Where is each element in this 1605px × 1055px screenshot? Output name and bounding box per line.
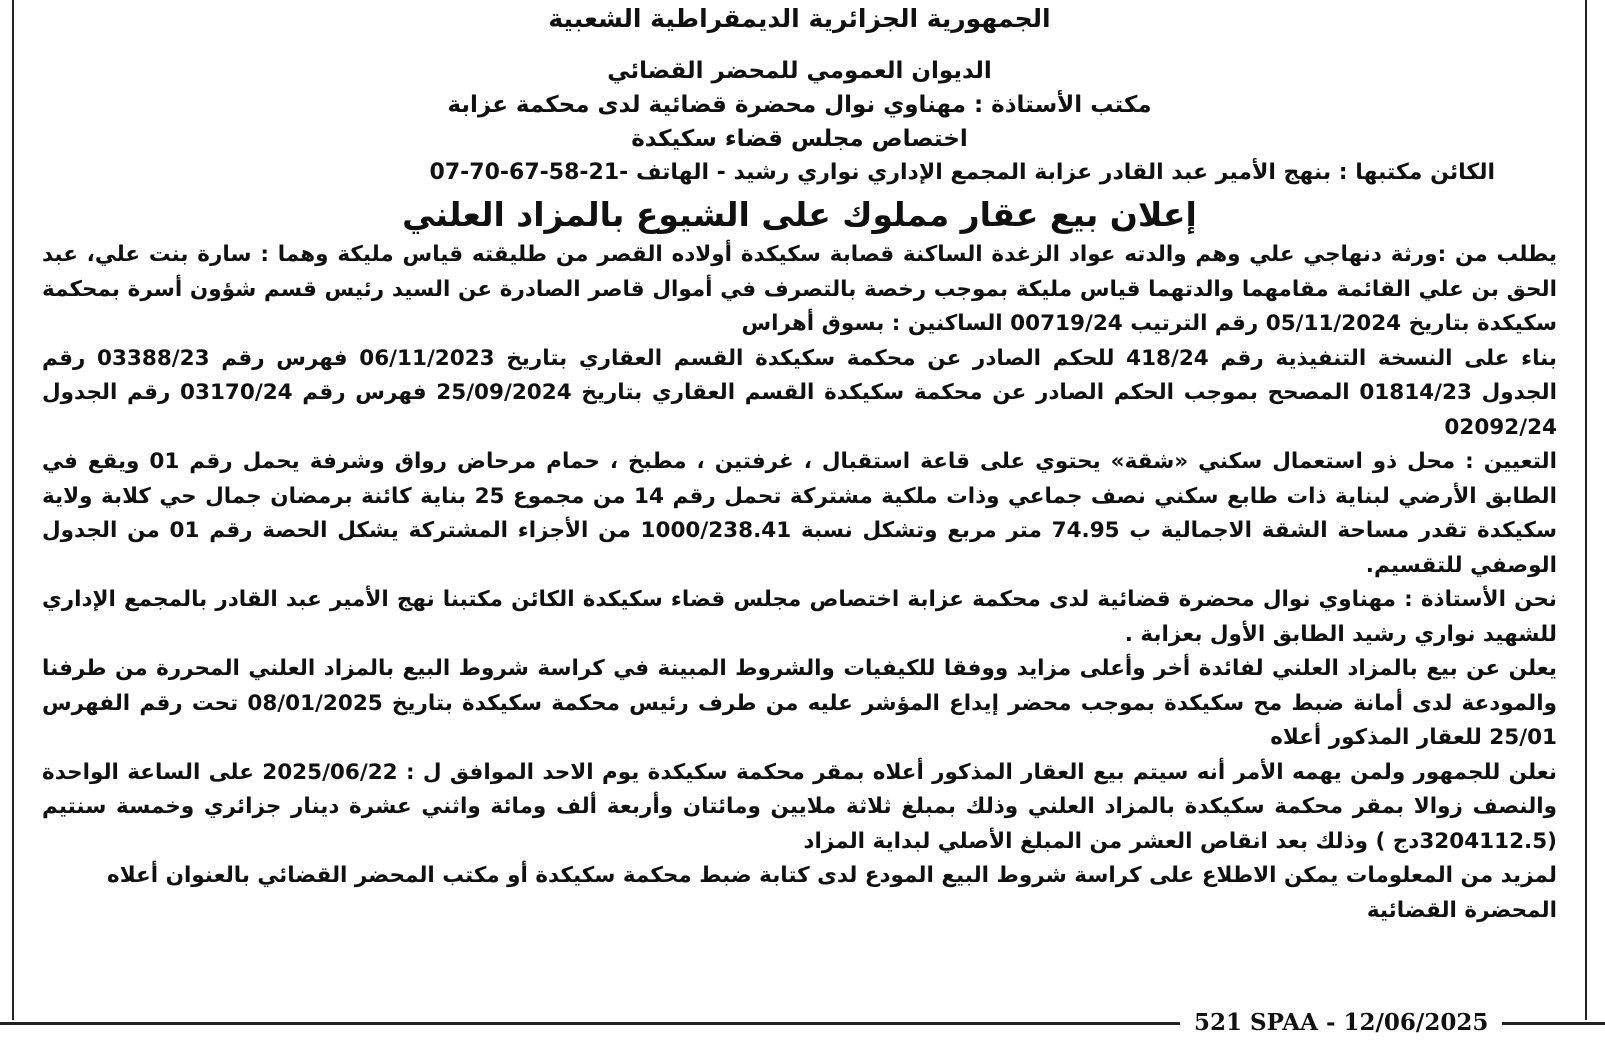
- paragraph-applicants: يطلب من :ورثة دنهاجي علي وهم والدته عواد الزغدة الساكنة قصابة سكيكدة أولاده القصر من طليقته قياس مليكة وهما : سارة بنت علي، عبد الحق بن علي القائمة مقامهما والدتهما قياس مليكة بموجب رخصة بالتصرف في أموال قاصر الصادرة عن السيد رئيس قسم شؤون أسرة بمحكمة سكيكدة بتاريخ 05/11/2024 رقم الترتيب 00719/24 الساكنين : بسوق أهراس: [42, 242, 1557, 336]
- announcement-title: إعلان بيع عقار مملوك على الشيوع بالمزاد العلني: [402, 195, 1197, 234]
- paragraph-property: التعيين : محل ذو استعمال سكني «شقة» يحتوي على قاعة استقبال ، غرفتين ، مطبخ ، حمام مرحاض رواق وشرفة يحمل رقم 01 ويقع في الطابق الأرضي لبناية ذات طابع سكني نصف جماعي وذات ملكية مشتركة تحمل رقم 14 من مجموع 25 بناية كائنة برمضان جمال حي كلابة ولاية سكيكدة تقدر مساحة الشقة الاجمالية ب 74.95 متر مربع وتشكل نسبة 1000/238.41 من الأجزاء المشتركة يشكل الحصة رقم 01 من الجدول الوصفي للتقسيم.: [42, 449, 1558, 578]
- legal-notice: [12, 0, 1587, 1020]
- signature-line: المحضرة القضائية: [1366, 897, 1557, 923]
- paragraph-more-info: لمزيد من المعلومات يمكن الاطلاع على كراسة شروط البيع المودع لدى كتابة ضبط محكمة سكيكدة أو مكتب المحضر القضائي بالعنوان أعلاه: [107, 863, 1557, 888]
- republic-heading: الجمهورية الجزائرية الديمقراطية الشعبية: [548, 4, 1051, 33]
- paragraph-sale-terms: يعلن عن بيع بالمزاد العلني لفائدة أخر وأعلى مزايد ووفقا للكيفيات والشروط المبينة في كراسة شروط البيع بالمزاد العلني المحررة من طرفنا والمودعة لدى أمانة ضبط مح سكيكدة بموجب محضر إيداع المؤشر عليه من طرف رئيس محكمة سكيكدة بتاريخ 08/01/2025 تحت رقم الفهرس 25/01 للعقار المذكور أعلاه: [42, 656, 1557, 750]
- phone-number: 07-70-67-58-21: [429, 160, 620, 185]
- paragraph-sale-date: نعلن للجمهور ولمن يهمه الأمر أنه سيتم بيع العقار المذكور أعلاه بمقر محكمة سكيكدة يوم الاحد الموافق ل : 2025/06/22 على الساعة الواحدة والنصف زوالا بمقر محكمة سكيكدة بالمزاد العلني وذلك بمبلغ ثلاثة ملايين ومائتان وأربعة ألف ومائة واثني عشرة دينار جزائري وخمسة سنتيم (3204112.5دج ) وذلك بعد انقاص العشر من المبلغ الأصلي لبداية المزاد: [42, 759, 1558, 854]
- paragraph-judgment: بناء على النسخة التنفيذية رقم 418/24 للحكم الصادر عن محكمة سكيكدة القسم العقاري بتاريخ 06/11/2023 فهرس رقم 03388/23 رقم الجدول 01814/23 المصحح بموجب الحكم الصادر عن محكمة سكيكدة القسم العقاري بتاريخ 25/09/2024 فهرس رقم 03170/24 رقم الجدول 02092/24: [42, 345, 1557, 440]
- paragraph-bailiff: نحن الأستاذة : مهناوي نوال محضرة قضائية لدى محكمة عزابة اختصاص مجلس قضاء سكيكدة الكائن مكتبنا نهج الأمير عبد القادر بالمجمع الإداري للشهيد نواري رشيد الطابق الأول بعزابة .: [42, 587, 1557, 647]
- jurisdiction-heading: اختصاص مجلس قضاء سكيكدة: [631, 126, 968, 152]
- address-text: الكائن مكتبها : بنهج الأمير عبد القادر عزابة المجمع الإداري نواري رشيد - الهاتف -: [619, 160, 1495, 185]
- publication-reference: 521 SPAA - 12/06/2025: [1180, 1008, 1502, 1038]
- address-line: [14, 156, 1585, 190]
- bailiff-heading: مكتب الأستاذة : مهناوي نوال محضرة قضائية لدى محكمة عزابة: [447, 92, 1152, 118]
- office-heading: الديوان العمومي للمحضر القضائي: [607, 58, 992, 84]
